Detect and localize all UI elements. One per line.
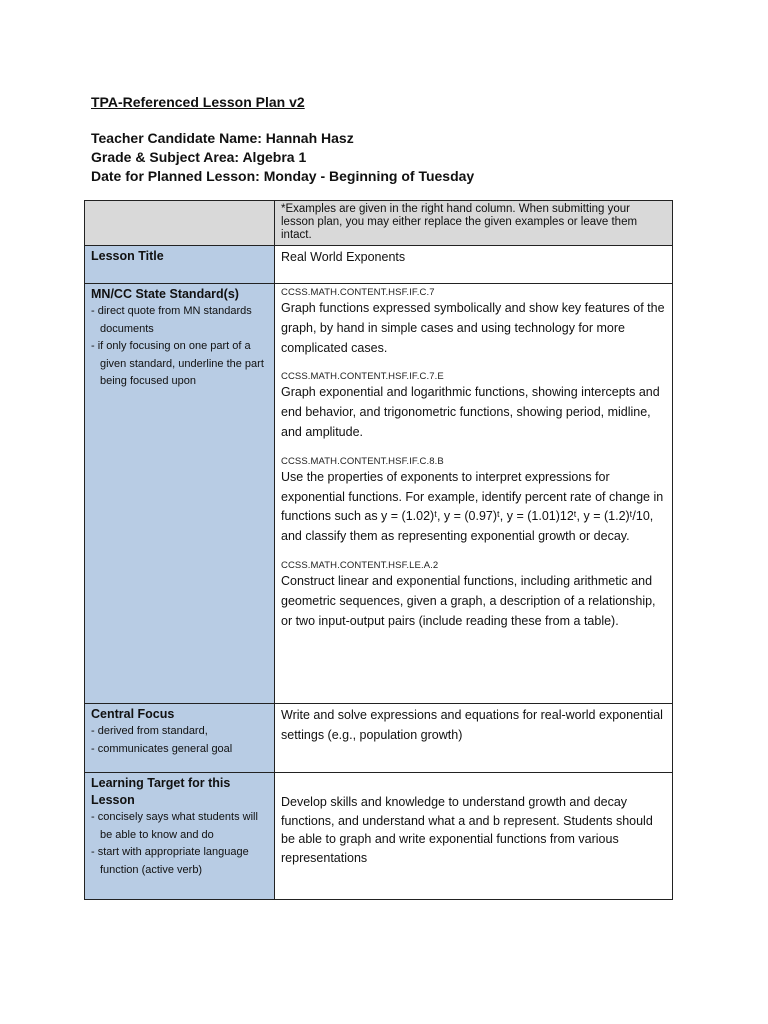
standard-item [281,370,666,442]
standards-label: MN/CC State Standard(s) [91,287,239,301]
standards-hint: - direct quote from MN standards documents [91,305,252,335]
standard-text: Construct linear and exponential functions, including arithmetic and geometric sequences, given a graph, a description of a relationship, or two input-output pairs (include reading these from a table). [281,573,656,628]
standards-row [85,284,673,704]
central-focus-label-cell [85,704,275,773]
central-focus-hint: - derived from standard, [91,725,208,737]
document-title: TPA-Referenced Lesson Plan v2 [91,94,305,110]
standard-item [281,455,666,547]
standards-label-cell [85,284,275,704]
lesson-title-value-cell [275,246,673,284]
lesson-title-label-cell [85,246,275,284]
standards-hints [91,303,268,391]
central-focus-row [85,704,673,773]
table-header-row [85,201,673,246]
learning-target-label: Learning Target for this Lesson [91,776,231,807]
central-focus-value-cell [275,704,673,773]
standard-code: CCSS.MATH.CONTENT.HSF.IF.C.7.E [281,371,444,383]
learning-target-hint: - start with appropriate language function (active verb) [91,846,249,876]
lesson-title-row [85,246,673,284]
central-focus-value: Write and solve expressions and equations for real-world exponential settings (e.g., population growth) [281,708,663,742]
standard-item [281,286,666,358]
standard-code: CCSS.MATH.CONTENT.HSF.IF.C.7 [281,287,435,298]
lesson-plan-table [84,200,673,900]
standard-item [281,559,666,631]
standard-text: Graph functions expressed symbolically and show key features of the graph, by hand in simple cases and using technology for more complicated cases. [281,301,665,355]
grade-subject-area: Grade & Subject Area: Algebra 1 [91,149,307,165]
learning-target-value: Develop skills and knowledge to understand growth and decay functions, and understand what a and b represent. Students should be able to graph and write exponential functions from various representations [281,795,653,865]
learning-target-row [85,773,673,900]
learning-target-value-cell [275,773,673,900]
standards-hint: - if only focusing on one part of a given standard, underline the part being focused upon [91,340,264,387]
standard-text: Use the properties of exponents to interpret expressions for exponential functions. For example, identify percent rate of change in functions such as y = (1.02)ᵗ, y = (0.97)ᵗ, y = (1.01)12ᵗ, y = (1.2)ᵗ/10, and classify them as representing exponential growth or decay. [281,469,664,544]
lesson-title-value: Real World Exponents [281,250,406,264]
teacher-candidate-name: Teacher Candidate Name: Hannah Hasz [91,130,354,146]
central-focus-hints [91,723,268,758]
standards-value-cell [275,284,673,704]
standard-text: Graph exponential and logarithmic functions, showing intercepts and end behavior, and trigonometric functions, showing period, midline, and amplitude. [281,385,660,439]
learning-target-hint: - concisely says what students will be able to know and do [91,811,258,841]
lesson-title-label: Lesson Title [91,249,164,263]
standard-code: CCSS.MATH.CONTENT.HSF.IF.C.8.B [281,455,444,467]
central-focus-label: Central Focus [91,707,175,721]
planned-lesson-date: Date for Planned Lesson: Monday - Beginning of Tuesday [91,168,475,184]
header-blank-cell [85,201,275,246]
learning-target-label-cell [85,773,275,900]
header-note: *Examples are given in the right hand column. When submitting your lesson plan, you may either replace the given examples or leave them intact. [275,201,673,246]
standard-code: CCSS.MATH.CONTENT.HSF.LE.A.2 [281,559,439,571]
central-focus-hint: - communicates general goal [91,742,233,755]
learning-target-hints [91,809,268,879]
